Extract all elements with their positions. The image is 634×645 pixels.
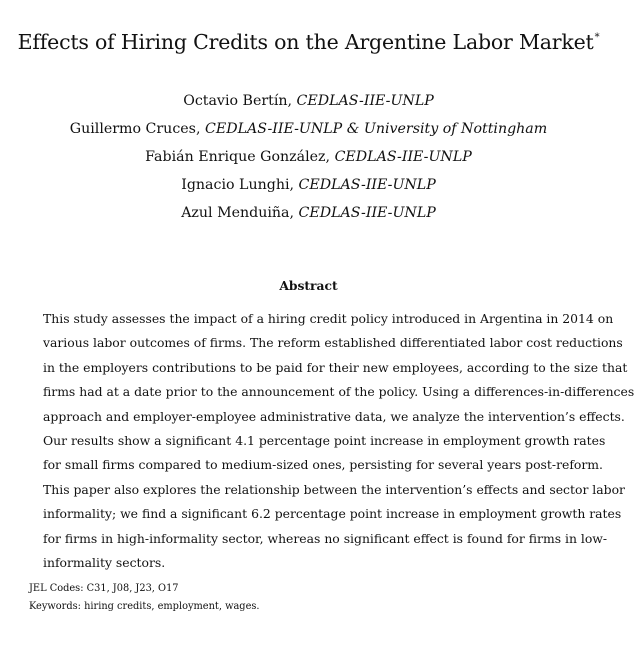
abstract-line: informality sectors. xyxy=(43,554,166,570)
author-name: Octavio Bertín xyxy=(183,93,288,109)
author-affiliation: CEDLAS-IIE-UNLP xyxy=(334,149,472,165)
abstract-heading: Abstract xyxy=(279,278,338,293)
author-entry: Octavio Bertín, CEDLAS-IIE-UNLP xyxy=(183,93,434,109)
paper-title xyxy=(0,30,617,54)
author-entry: Fabián Enrique González, CEDLAS-IIE-UNLP xyxy=(145,149,472,165)
author-affiliation: CEDLAS-IIE-UNLP xyxy=(298,205,436,221)
jel-codes: JEL Codes: C31, J08, J23, O17 xyxy=(29,583,179,594)
author-name: Fabián Enrique González xyxy=(145,149,326,165)
abstract-line: This study assesses the impact of a hiring credit policy introduced in Argentina in 2014 on xyxy=(43,311,614,326)
abstract-line: various labor outcomes of firms. The reform established differentiated labor cost reductions xyxy=(43,335,623,351)
title-footnote-mark: * xyxy=(594,32,600,43)
abstract-line: informality; we find a significant 6.2 percentage point increase in employment growth rates xyxy=(43,506,622,522)
author-affiliation: CEDLAS-IIE-UNLP & University of Nottingham xyxy=(204,121,548,137)
abstract-line: Our results show a significant 4.1 percentage point increase in employment growth rates xyxy=(43,432,606,448)
abstract-line: in the employers contributions to be paid for their new employees, according to the size that xyxy=(43,359,628,375)
author-affiliation: CEDLAS-IIE-UNLP xyxy=(298,177,436,193)
abstract-line: for small firms compared to medium-sized ones, persisting for several years post-reform. xyxy=(43,457,603,473)
author-entry: Guillermo Cruces, CEDLAS-IIE-UNLP & University of Nottingham xyxy=(69,121,548,137)
author-affiliation: CEDLAS-IIE-UNLP xyxy=(296,93,434,109)
abstract-body xyxy=(43,309,634,577)
author-name: Ignacio Lunghi xyxy=(181,177,290,193)
author-list xyxy=(0,91,617,231)
abstract-line: for firms in high-informality sector, whereas no significant effect is found for firms in low- xyxy=(43,530,608,546)
paper-title-text: Effects of Hiring Credits on the Argentine Labor Market xyxy=(17,30,594,54)
keywords: Keywords: hiring credits, employment, wages. xyxy=(29,601,260,612)
abstract-line: This paper also explores the relationship between the intervention’s effects and sector labor xyxy=(43,481,625,497)
author-name: Azul Menduiña xyxy=(181,205,290,221)
author-name: Guillermo Cruces xyxy=(69,121,196,137)
abstract-line: approach and employer-employee administrative data, we analyze the intervention’s effects. xyxy=(43,408,625,424)
abstract-line: firms had at a date prior to the announcement of the policy. Using a differences-in-differences xyxy=(43,384,634,400)
author-entry: Azul Menduiña, CEDLAS-IIE-UNLP xyxy=(181,205,436,221)
author-entry: Ignacio Lunghi, CEDLAS-IIE-UNLP xyxy=(181,177,436,193)
